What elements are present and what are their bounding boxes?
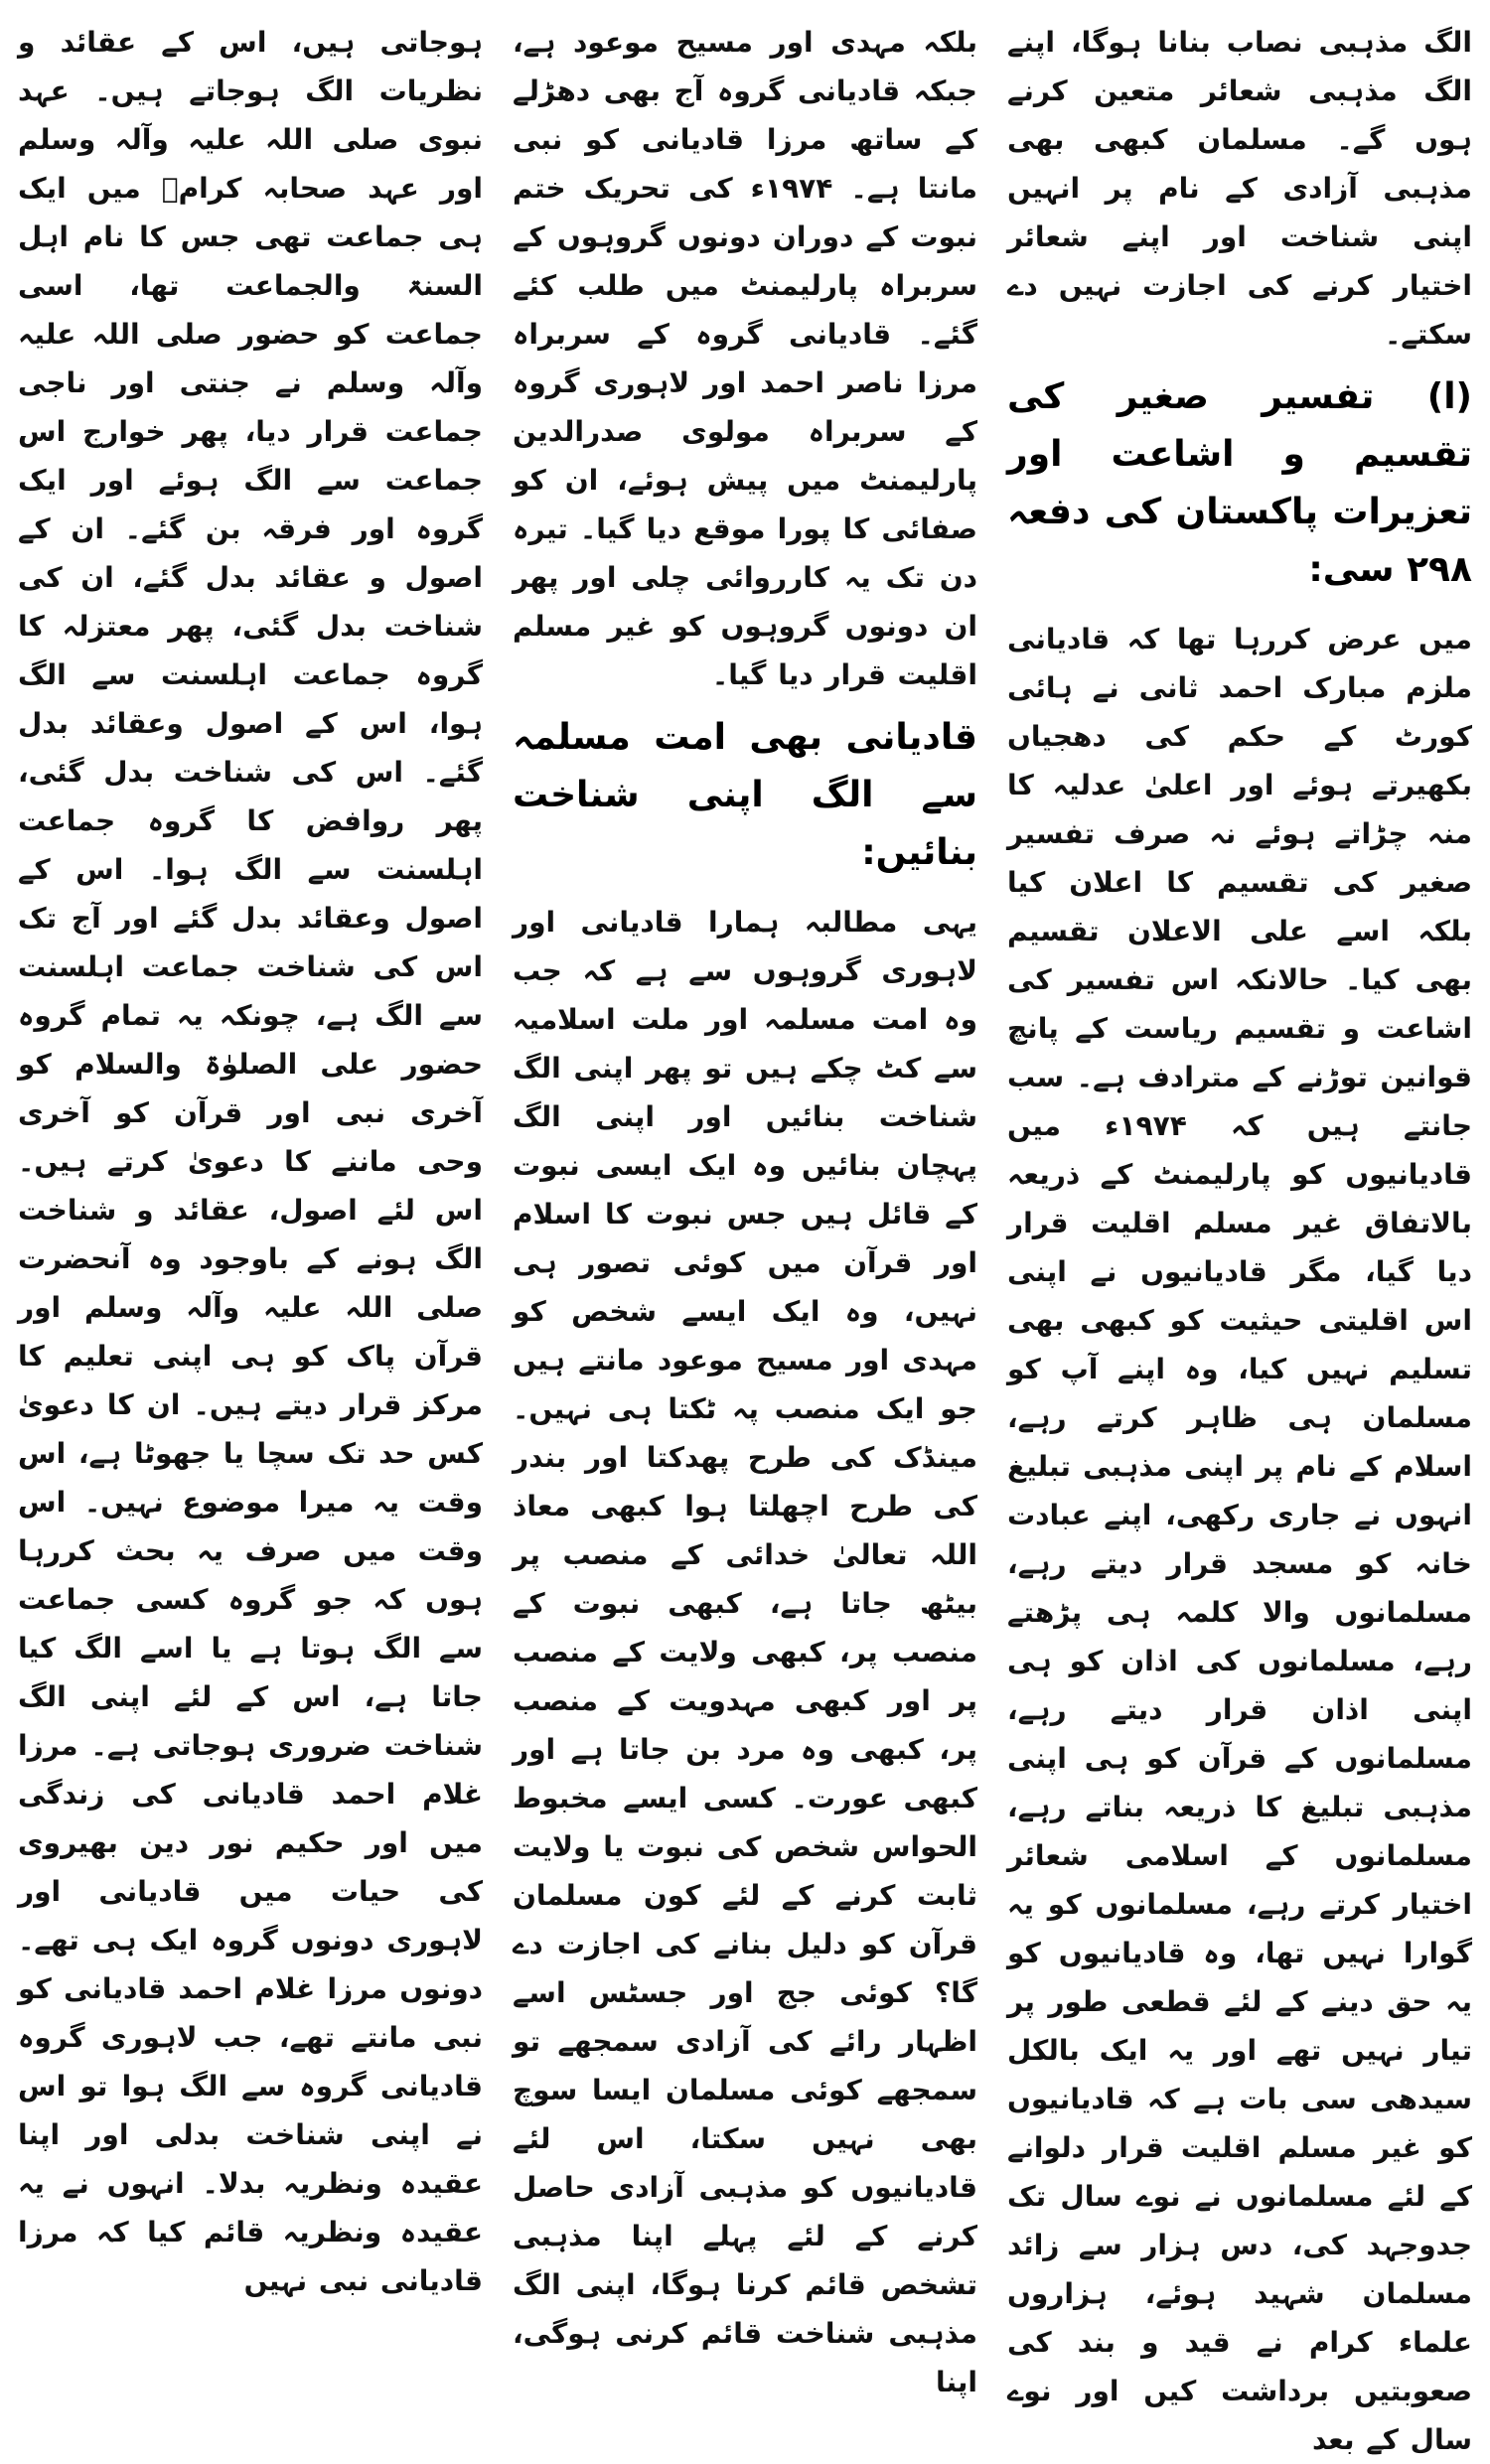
section-heading: (ا) تفسیر صغیر کی تقسیم و اشاعت اور تعزیرات پاکستان کی دفعہ ۲۹۸ سی: [1007, 376, 1472, 590]
section-heading: قادیانی بھی امت مسلمہ سے الگ اپنی شناخت بنائیں: [513, 717, 977, 873]
body-paragraph: یہی مطالبہ ہمارا قادیانی اور لاہوری گروہوں سے ہے کہ جب وہ امت مسلمہ اور ملت اسلامیہ سے کٹ چکے ہیں تو پھر اپنی الگ شناخت بنائیں اور اپنی الگ پہچان بنائیں وہ ایک ایسی نبوت کے قائل ہیں جس نبوت کا اسلام اور قرآن میں کوئی تصور ہی نہیں، وہ ایک ایسے شخص کو مہدی اور مسیح موعود مانتے ہیں جو ایک منصب پہ ٹکتا ہی نہیں۔ مینڈک کی طرح پھدکتا اور بندر کی طرح اچھلتا ہوا کبھی معاذ اللہ تعالیٰ خدائی کے منصب پر بیٹھ جاتا ہے، کبھی نبوت کے منصب پر، کبھی ولایت کے منصب پر اور کبھی مہدویت کے منصب پر، کبھی وہ مرد بن جاتا ہے اور کبھی عورت۔ کسی ایسے مخبوط الحواس شخص کی نبوت یا ولایت ثابت کرنے کے لئے کون مسلمان قرآن کو دلیل بنانے کی اجازت دے گا؟ کوئی جج اور جسٹس اسے اظہار رائے کی آزادی سمجھے تو سمجھے کوئی مسلمان ایسا سوچ بھی نہیں سکتا، اس لئے قادیانیوں کو مذہبی آزادی حاصل کرنے کے لئے پہلے اپنا مذہبی تشخص قائم کرنا ہوگا، اپنی الگ مذہبی شناخت قائم کرنی ہوگی، اپنا [513, 906, 977, 2398]
body-paragraph: میں عرض کررہا تھا کہ قادیانی ملزم مبارک احمد ثانی نے ہائی کورٹ کے حکم کی دھجیاں بکھیرتے ہوئے اور اعلیٰ عدلیہ کا منہ چڑاتے ہوئے نہ صرف تفسیر صغیر کی تقسیم کا اعلان کیا بلکہ اسے علی الاعلان تقسیم بھی کیا۔ حالانکہ اس تفسیر کی اشاعت و تقسیم ریاست کے پانچ قوانین توڑنے کے مترادف ہے۔ سب جانتے ہیں کہ ۱۹۷۴ء میں قادیانیوں کو پارلیمنٹ کے ذریعہ بالاتفاق غیر مسلم اقلیت قرار دیا گیا، مگر قادیانیوں نے اپنی اس اقلیتی حیثیت کو کبھی بھی تسلیم نہیں کیا، وہ اپنے آپ کو مسلمان ہی ظاہر کرتے رہے، اسلام کے نام پر اپنی مذہبی تبلیغ انہوں نے جاری رکھی، اپنے عبادت خانہ کو مسجد قرار دیتے رہے، مسلمانوں والا کلمہ ہی پڑھتے رہے، مسلمانوں کی اذان کو ہی اپنی اذان قرار دیتے رہے، مسلمانوں کے قرآن کو ہی اپنی مذہبی تبلیغ کا ذریعہ بناتے رہے، مسلمانوں کے اسلامی شعائر اختیار کرتے رہے، مسلمانوں کو یہ گوارا نہیں تھا، وہ قادیانیوں کو یہ حق دینے کے لئے قطعی طور پر تیار نہیں تھے اور یہ ایک بالکل سیدھی سی بات ہے کہ قادیانیوں کو غیر مسلم اقلیت قرار دلوانے کے لئے مسلمانوں نے نوے سال تک جدوجہد کی، دس ہزار سے زائد مسلمان شہید ہوئے، ہزاروں علماء کرام نے قید و بند کی صعوبتیں برداشت کیں اور نوے سال کے بعد [1007, 623, 1473, 2456]
body-paragraph: الگ مذہبی نصاب بنانا ہوگا، اپنے الگ مذہبی شعائر متعین کرنے ہوں گے۔ مسلمان کبھی بھی مذہبی آزادی کے نام پر انہیں اپنی شناخت اور اپنے شعائر اختیار کرنے کی اجازت نہیں دے سکتے۔ [1007, 26, 1472, 351]
article-column-left [1007, 18, 1473, 2456]
article-column-right [18, 18, 483, 2297]
body-paragraph: بلکہ مہدی اور مسیح موعود ہے، جبکہ قادیانی گروہ آج بھی دھڑلے کے ساتھ مرزا قادیانی کو نبی مانتا ہے۔ ۱۹۷۴ء کی تحریک ختم نبوت کے دوران دونوں گروہوں کے سربراہ پارلیمنٹ میں طلب کئے گئے۔ قادیانی گروہ کے سربراہ مرزا ناصر احمد اور لاہوری گروہ کے سربراہ مولوی صدرالدین پارلیمنٹ میں پیش ہوئے، ان کو صفائی کا پورا موقع دیا گیا۔ تیرہ دن تک یہ کارروائی چلی اور پھر ان دونوں گروہوں کو غیر مسلم اقلیت قرار دیا گیا۔ [513, 26, 977, 691]
article-column-middle [513, 18, 977, 2398]
body-paragraph: ہوجاتی ہیں، اس کے عقائد و نظریات الگ ہوجاتے ہیں۔ عہد نبوی صلی اللہ علیہ وآلہ وسلم اور عہد صحابہ کرامؓ میں ایک ہی جماعت تھی جس کا نام اہل السنۃ والجماعت تھا، اسی جماعت کو حضور صلی اللہ علیہ وآلہ وسلم نے جنتی اور ناجی جماعت قرار دیا، پھر خوارج اس جماعت سے الگ ہوئے اور ایک گروہ اور فرقہ بن گئے۔ ان کے اصول و عقائد بدل گئے، ان کی شناخت بدل گئی، پھر معتزلہ کا گروہ جماعت اہلسنت سے الگ ہوا، اس کے اصول وعقائد بدل گئے۔ اس کی شناخت بدل گئی، پھر روافض کا گروہ جماعت اہلسنت سے الگ ہوا۔ اس کے اصول وعقائد بدل گئے اور آج تک اس کی شناخت جماعت اہلسنت سے الگ ہے، چونکہ یہ تمام گروہ حضور علی الصلوٰۃ والسلام کو آخری نبی اور قرآن کو آخری وحی ماننے کا دعویٰ کرتے ہیں۔ اس لئے اصول، عقائد و شناخت الگ ہونے کے باوجود وہ آنحضرت صلی اللہ علیہ وآلہ وسلم اور قرآن پاک کو ہی اپنی تعلیم کا مرکز قرار دیتے ہیں۔ ان کا دعویٰ کس حد تک سچا یا جھوٹا ہے، اس وقت یہ میرا موضوع نہیں۔ اس وقت میں صرف یہ بحث کررہا ہوں کہ جو گروہ کسی جماعت سے الگ ہوتا ہے یا اسے الگ کیا جاتا ہے، اس کے لئے اپنی الگ شناخت ضروری ہوجاتی ہے۔ مرزا غلام احمد قادیانی کی زندگی میں اور حکیم نور دین بھیروی کی حیات میں قادیانی اور لاہوری دونوں گروہ ایک ہی تھے۔ دونوں مرزا غلام احمد قادیانی کو نبی مانتے تھے، جب لاہوری گروہ قادیانی گروہ سے الگ ہوا تو اس نے اپنی شناخت بدلی اور اپنا عقیدہ ونظریہ بدلا۔ انہوں نے یہ عقیدہ ونظریہ قائم کیا کہ مرزا قادیانی نبی نہیں [18, 26, 483, 2297]
newspaper-page [18, 18, 1473, 2456]
